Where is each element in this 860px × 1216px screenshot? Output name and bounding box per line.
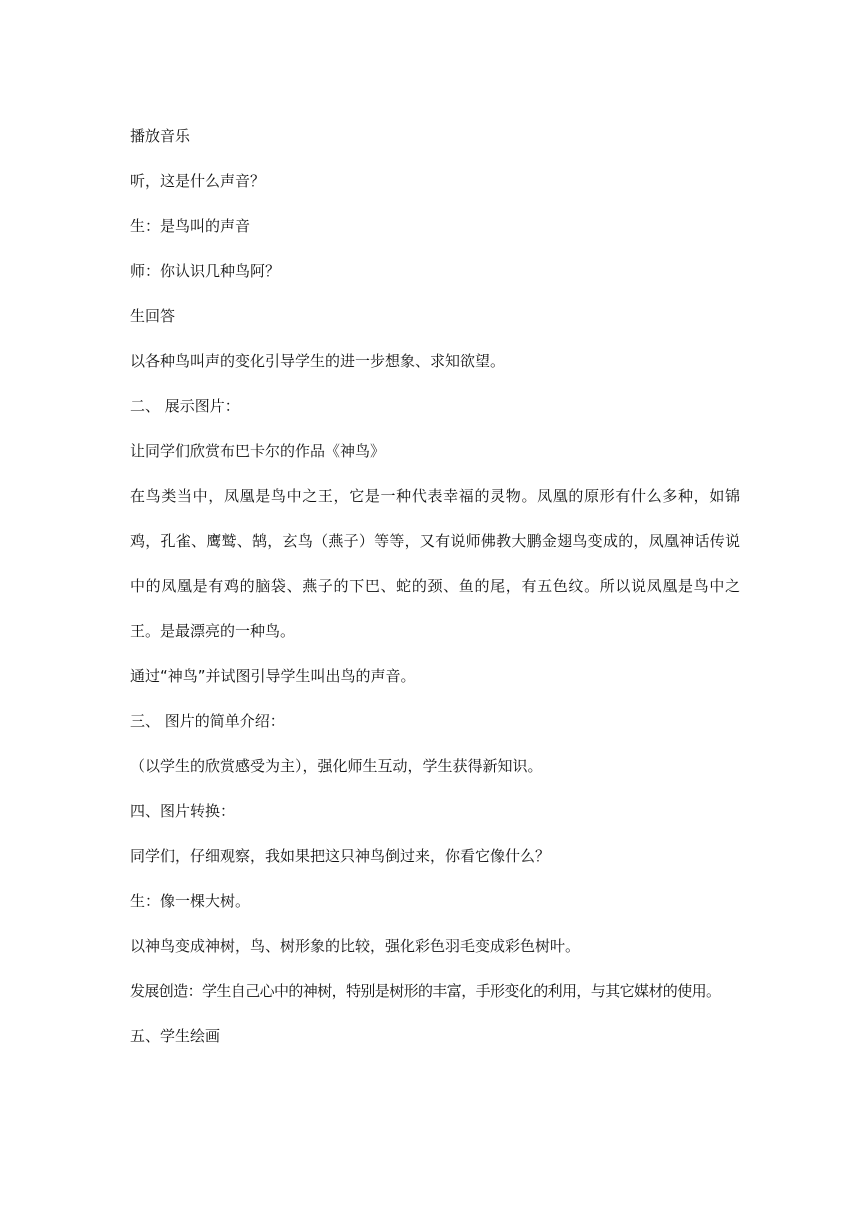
- paragraph-creative-development: 发展创造：学生自己心中的神树，特别是树形的丰富，手形变化的利用，与其它媒材的使用。: [130, 982, 721, 1000]
- paragraph-appreciate-artwork: 让同学们欣赏布巴卡尔的作品《神鸟》: [130, 442, 386, 460]
- paragraph-teacher-question: 师：你认识几种鸟阿？: [130, 262, 281, 280]
- paragraph-bird-sound-guide: 通过“神鸟”并试图引导学生叫出鸟的声音。: [130, 667, 416, 685]
- paragraph-student-tree-answer: 生：像一棵大树。: [130, 892, 251, 910]
- paragraph-listen-question: 听，这是什么声音？: [130, 172, 266, 190]
- section-heading-five: 五、学生绘画: [130, 1027, 221, 1045]
- paragraph-student-reply: 生回答: [130, 307, 176, 325]
- paragraph-bird-to-tree: 以神鸟变成神树，鸟、树形象的比较，强化彩色羽毛变成彩色树叶。: [130, 937, 581, 955]
- paragraph-student-answer-bird: 生：是鸟叫的声音: [130, 217, 251, 235]
- paragraph-play-music: 播放音乐: [130, 127, 191, 145]
- document-body: [130, 114, 740, 1059]
- section-heading-two: 二、 展示图片：: [130, 397, 240, 415]
- paragraph-flip-question: 同学们，仔细观察，我如果把这只神鸟倒过来，你看它像什么？: [130, 847, 551, 865]
- paragraph-guide-imagination: 以各种鸟叫声的变化引导学生的进一步想象、求知欲望。: [130, 352, 506, 370]
- section-heading-four: 四、图片转换：: [130, 802, 236, 820]
- section-heading-three: 三、 图片的简单介绍：: [130, 712, 285, 730]
- paragraph-student-appreciation: （以学生的欣赏感受为主），强化师生互动，学生获得新知识。: [130, 757, 543, 775]
- paragraph-phoenix-description: 在鸟类当中，凤凰是鸟中之王，它是一种代表幸福的灵物。凤凰的原形有什么多种，如锦鸡，孔雀、鹰鹫、鹄，玄鸟（燕子）等等，又有说师佛教大鹏金翅鸟变成的，凤凰神话传说中的凤凰是有鸡的脑袋、燕子的下巴、蛇的颈、鱼的尾，有五色纹。所以说凤凰是鸟中之王。是最漂亮的一种鸟。: [130, 487, 740, 640]
